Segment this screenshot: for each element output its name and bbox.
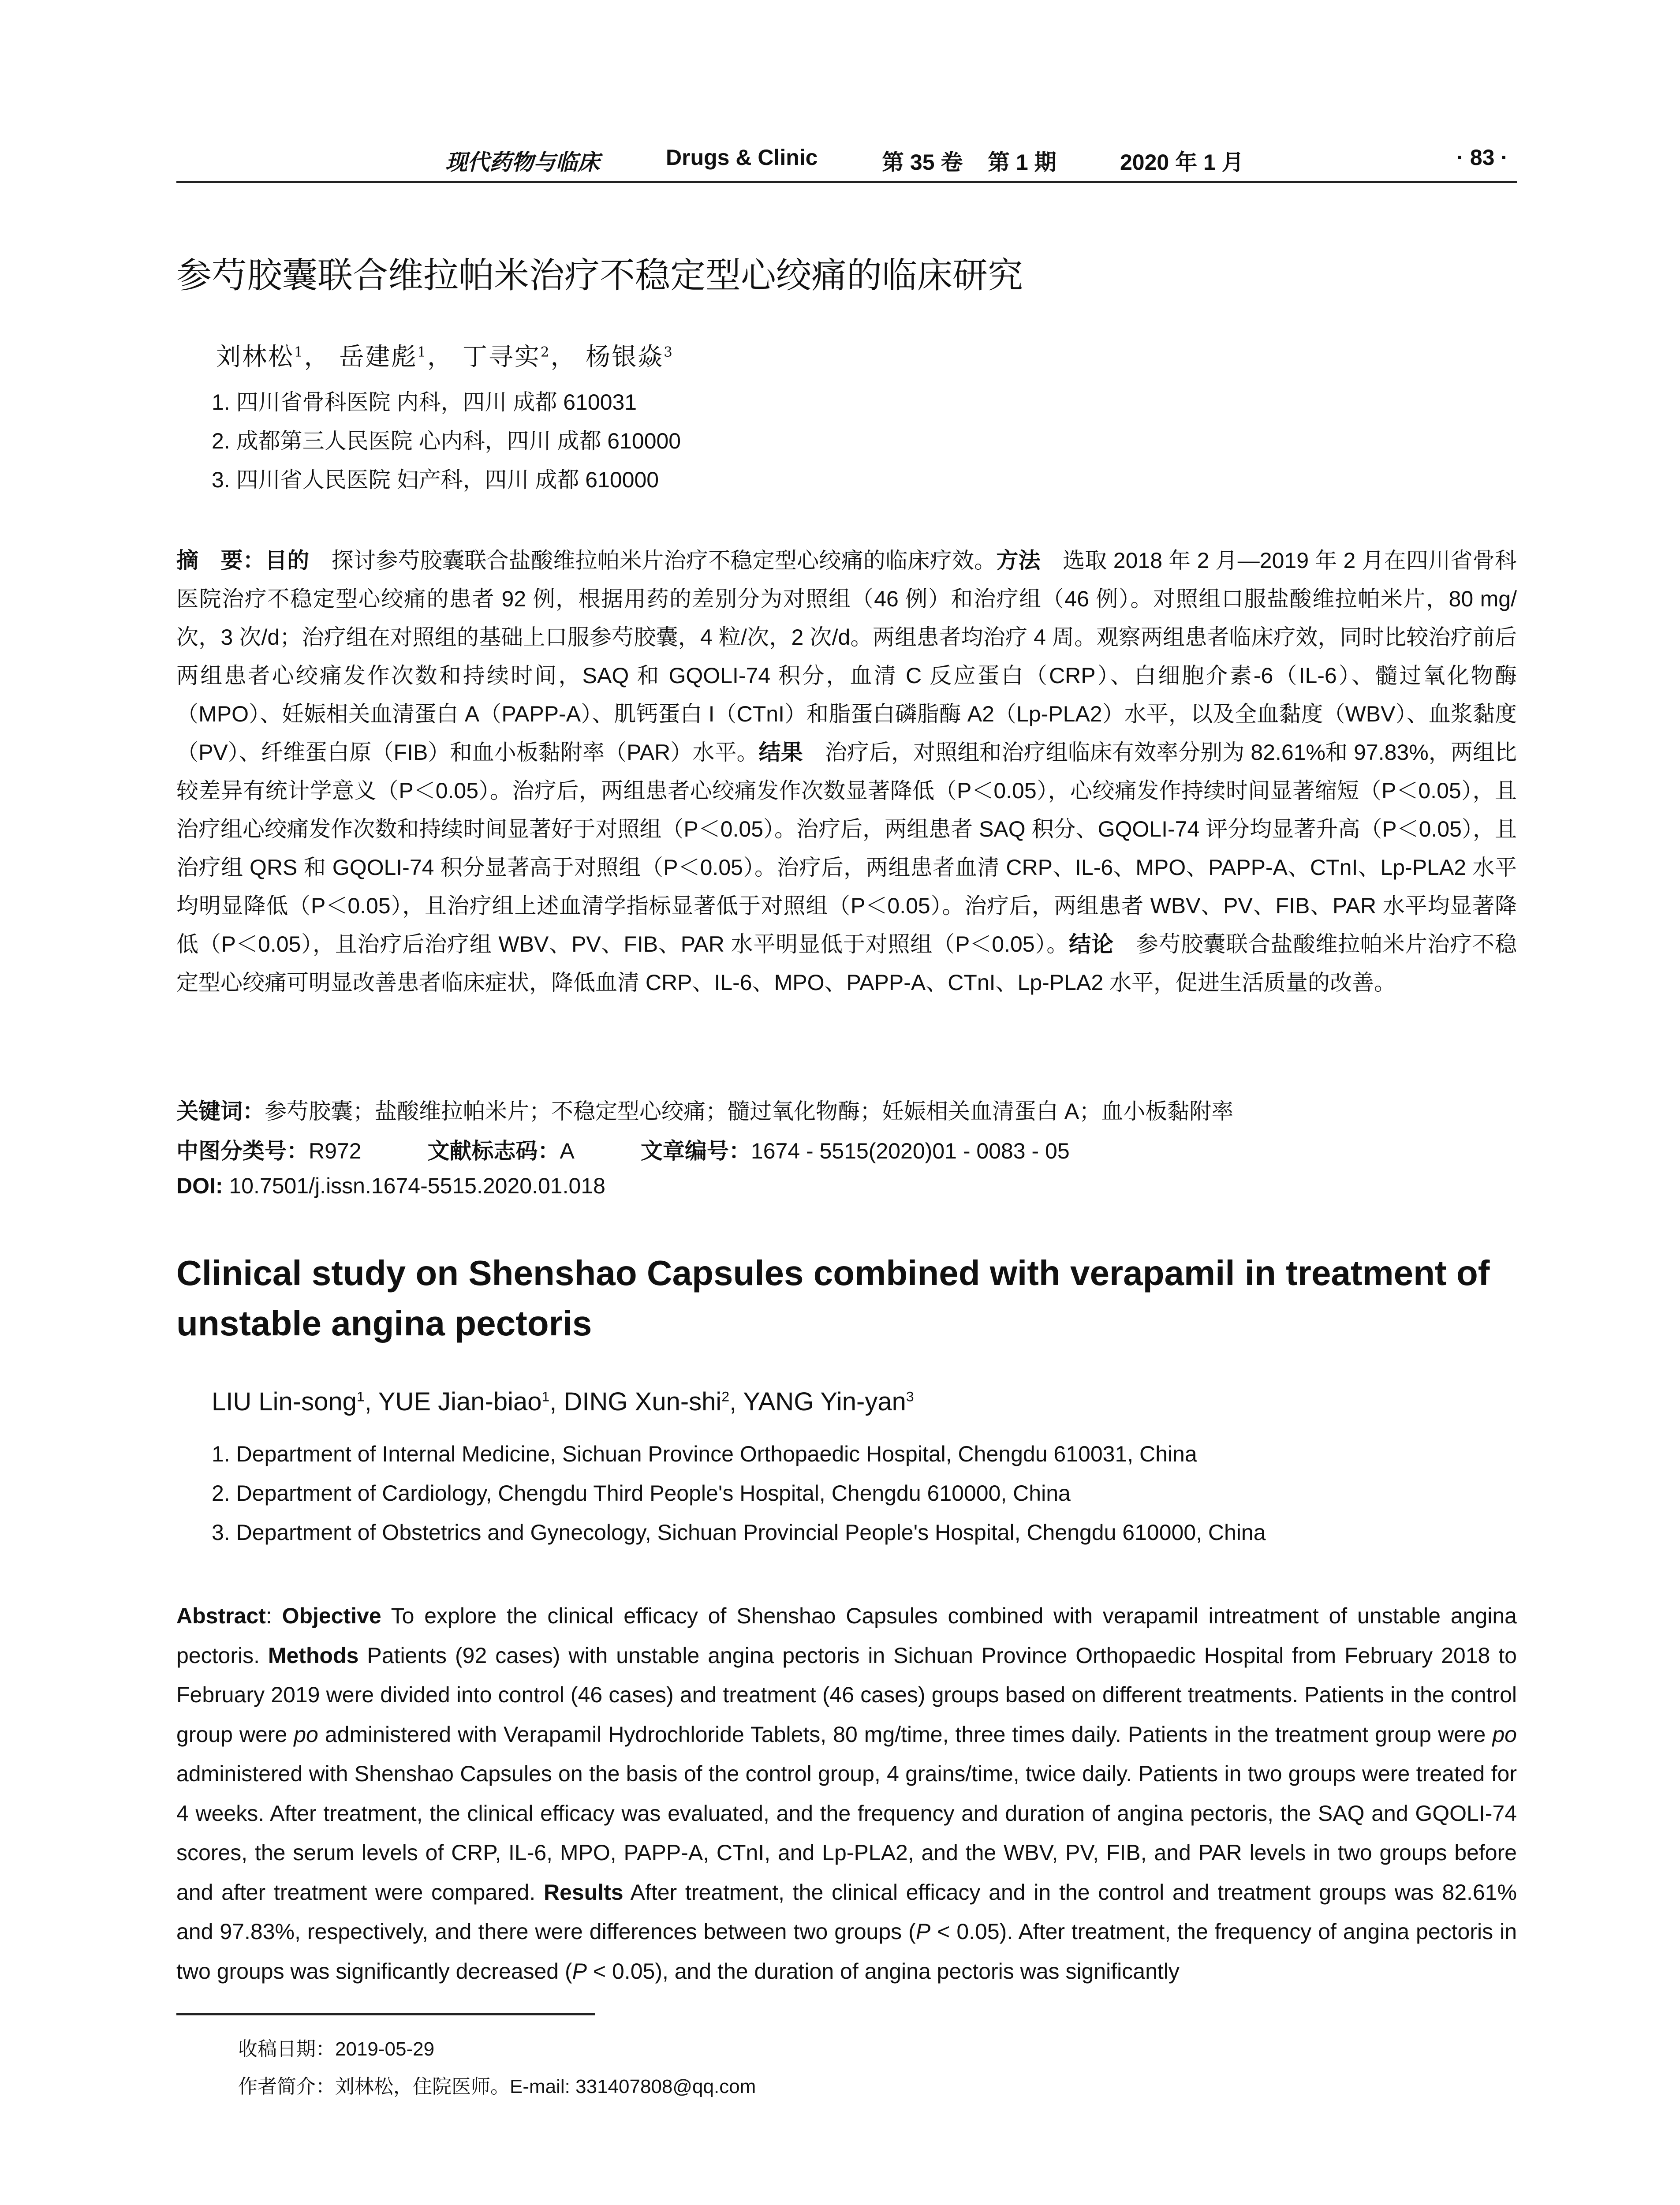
abstract-label: Abstract	[176, 1603, 266, 1628]
author-affiliation-mark: 1	[417, 344, 428, 360]
article-no-label: 文章编号：	[640, 1139, 751, 1163]
results-text: After treatment, the clinical efficacy and in the control and treatment groups was 82.61% and 97.83%, respectively, and there were differences between two groups (	[176, 1880, 1517, 1944]
results-label: 结果	[758, 740, 803, 765]
author-name: DING Xun-shi	[564, 1387, 722, 1416]
journal-name-cn: 现代药物与临床	[445, 150, 600, 175]
author-name: YUE Jian-biao	[378, 1387, 542, 1416]
doc-code-value: A	[560, 1139, 575, 1163]
conclusion-label: 结论	[1069, 932, 1114, 957]
keywords-text: 参芍胶囊；盐酸维拉帕米片；不稳定型心绞痛；髓过氧化物酶；妊娠相关血清蛋白 A；血小板黏附率	[265, 1099, 1234, 1124]
affiliation-en: 2. Department of Cardiology, Chengdu Third People's Hospital, Chengdu 610000, China	[212, 1481, 1071, 1506]
methods-label: Methods	[268, 1643, 359, 1668]
conclusion-text: 参芍胶囊联合盐酸维拉帕米片治疗不稳定型心绞痛可明显改善患者临床症状，降低血清 CRP、IL-6、MPO、PAPP-A、CTnI、Lp-PLA2 水平，促进生活质量的改善。	[176, 932, 1517, 995]
page-number: · 83 ·	[1456, 145, 1508, 170]
author-name: 刘林松	[216, 343, 294, 371]
author-separator: ,	[549, 1387, 564, 1416]
affiliation-cn: 2. 成都第三人民医院 心内科，四川 成都 610000	[212, 429, 681, 453]
author-separator: ，	[427, 343, 454, 371]
abstract-label: 摘 要：	[176, 548, 265, 573]
results-label: Results	[544, 1880, 623, 1905]
issue-number: 第 1 期	[988, 150, 1057, 175]
affiliation-en: 3. Department of Obstetrics and Gynecology, Sichuan Provincial People's Hospital, Chengdu 610000, China	[212, 1520, 1266, 1545]
p-value-symbol: P	[572, 1958, 587, 1984]
author-name: 丁寻实	[462, 343, 541, 371]
author-separator: ，	[550, 343, 577, 371]
author-separator: ,	[364, 1387, 378, 1416]
objective-text: To explore the clinical efficacy of Shenshao Capsules combined with verapamil intreatment of unstable angina pectoris.	[176, 1603, 1517, 1668]
author-list-en	[212, 1387, 914, 1416]
author-list-cn	[216, 337, 674, 373]
abstract-en: Abstract: Objective To explore the clinical efficacy of Shenshao Capsules combined with verapamil intreatment of unstable angina pectoris. Methods Patients (92 cases) with unstable angina pectoris in Sichuan Province Orthopaedic Hospital from February 2018 to February 2019 were divided into control (46 cases) and treatment (46 cases) groups based on different treatments. Patients in the control group were po administered with Verapamil Hydrochloride Tablets, 80 mg/time, three times daily. Patients in the treatment group were po administered with Shenshao Capsules on the basis of the control group, 4 grains/time, twice daily. Patients in two groups were treated for 4 weeks. After treatment, the clinical efficacy was evaluated, and the frequency and duration of angina pectoris, the SAQ and GQOLI-74 scores, the serum levels of CRP, IL-6, MPO, PAPP-A, CTnI, and Lp-PLA2, and the WBV, PV, FIB, and PAR levels in two groups before and after treatment were compared. Results After treatment, the clinical efficacy and in the control and treatment groups was 82.61% and 97.83%, respectively, and there were differences between two groups (P < 0.05). After treatment, the frequency of angina pectoris in two groups was significantly decreased (P < 0.05), and the duration of angina pectoris was significantly	[176, 1603, 1517, 1984]
received-date: 收稿日期：2019-05-29	[238, 2038, 435, 2060]
keywords-cn	[176, 1094, 1233, 1125]
objective-label: Objective	[282, 1603, 381, 1628]
author-name: 杨银焱	[586, 343, 664, 371]
author-affiliation-mark: 1	[356, 1388, 365, 1405]
affiliation-cn: 1. 四川省骨科医院 内科，四川 成都 610031	[212, 390, 637, 415]
doi-value: 10.7501/j.issn.1674-5515.2020.01.018	[223, 1174, 605, 1198]
classification-line	[176, 1133, 1070, 1165]
route-abbrev: po	[294, 1722, 318, 1747]
author-affiliation-mark: 2	[721, 1388, 730, 1405]
author-affiliation-mark: 3	[906, 1388, 914, 1405]
author-name: LIU Lin-song	[212, 1387, 357, 1416]
route-abbrev: po	[1492, 1722, 1517, 1747]
footnote-divider	[176, 2013, 595, 2015]
methods-text: administered with Shenshao Capsules on the basis of the control group, 4 grains/time, twice daily. Patients in two groups were treated for 4 weeks. After treatment, the clinical efficacy was evaluated, and the frequency and duration of angina pectoris, the SAQ and GQOLI-74 scores, the serum levels of CRP, IL-6, MPO, PAPP-A, CTnI, and Lp-PLA2, and the WBV, PV, FIB, and PAR levels in two groups before and after treatment were compared.	[176, 1761, 1517, 1905]
journal-name-en: Drugs & Clinic	[666, 145, 818, 170]
doc-code-label: 文献标志码：	[427, 1139, 560, 1163]
author-affiliation-mark: 2	[540, 344, 551, 360]
results-text: < 0.05), and the duration of angina pectoris was significantly	[587, 1958, 1180, 1984]
running-header	[176, 140, 1517, 183]
methods-label: 方法	[996, 548, 1041, 573]
author-name: YANG Yin-yan	[743, 1387, 906, 1416]
author-name: 岳建彪	[339, 343, 418, 371]
results-text: 治疗后，对照组和治疗组临床有效率分别为 82.61%和 97.83%，两组比较差异有统计学意义（P＜0.05）。治疗后，两组患者心绞痛发作次数显著降低（P＜0.05），心绞痛发作持续时间显著缩短（P＜0.05），且治疗组心绞痛发作次数和持续时间显著好于对照组（P＜0.05）。治疗后，两组患者 SAQ 积分、GQOLI-74 评分均显著升高（P＜0.05），且治疗组 QRS 和 GQOLI-74 积分显著高于对照组（P＜0.05）。治疗后，两组患者血清 CRP、IL-6、MPO、PAPP-A、CTnI、Lp-PLA2 水平均明显降低（P＜0.05），且治疗组上述血清学指标显著低于对照组（P＜0.05）。治疗后，两组患者 WBV、PV、FIB、PAR 水平均显著降低（P＜0.05），且治疗后治疗组 WBV、PV、FIB、PAR 水平明显低于对照组（P＜0.05）。	[176, 740, 1517, 957]
objective-text: 探讨参芍胶囊联合盐酸维拉帕米片治疗不稳定型心绞痛的临床疗效。	[309, 548, 997, 573]
affiliation-en: 1. Department of Internal Medicine, Sichuan Province Orthopaedic Hospital, Chengdu 610031, China	[212, 1442, 1197, 1466]
clc-label: 中图分类号：	[176, 1139, 309, 1163]
methods-text: administered with Verapamil Hydrochloride Tablets, 80 mg/time, three times daily. Patients in the treatment group were	[318, 1722, 1493, 1747]
issue-date: 2020 年 1 月	[1120, 150, 1244, 175]
author-affiliation-mark: 3	[664, 344, 674, 360]
article-no-value: 1674 - 5515(2020)01 - 0083 - 05	[750, 1139, 1070, 1163]
clc-value: R972	[309, 1139, 362, 1163]
author-separator: ,	[729, 1387, 743, 1416]
methods-text: Patients (92 cases) with unstable angina pectoris in Sichuan Province Orthopaedic Hospital from February 2018 to February 2019 were divided into control (46 cases) and treatment (46 cases) groups based on different treatments. Patients in the control group were	[176, 1643, 1517, 1747]
author-introduction: 作者简介：刘林松，住院医师。E-mail: 331407808@qq.com	[238, 2076, 756, 2097]
methods-text: 选取 2018 年 2 月—2019 年 2 月在四川省骨科医院治疗不稳定型心绞痛的患者 92 例，根据用药的差别分为对照组（46 例）和治疗组（46 例）。对照组口服盐酸维拉帕米片，80 mg/次，3 次/d；治疗组在对照组的基础上口服参芍胶囊，4 粒/次，2 次/d。两组患者均治疗 4 周。观察两组患者临床疗效，同时比较治疗前后两组患者心绞痛发作次数和持续时间，SAQ 和 GQOLI-74 积分，血清 C 反应蛋白（CRP）、白细胞介素-6（IL-6）、髓过氧化物酶（MPO）、妊娠相关血清蛋白 A（PAPP-A）、肌钙蛋白 I（CTnI）和脂蛋白磷脂酶 A2（Lp-PLA2）水平，以及全血黏度（WBV）、血浆黏度（PV）、纤维蛋白原（FIB）和血小板黏附率（PAR）水平。	[176, 548, 1517, 765]
author-separator: ，	[304, 343, 330, 371]
results-text: < 0.05). After treatment, the frequency of angina pectoris in two groups was significantly decreased (	[176, 1919, 1517, 1984]
keywords-label: 关键词：	[176, 1099, 265, 1124]
volume-number: 第 35 卷	[882, 150, 963, 175]
affiliation-cn: 3. 四川省人民医院 妇产科，四川 成都 610000	[212, 467, 659, 492]
doi-line	[176, 1173, 605, 1199]
doi-label: DOI:	[176, 1174, 223, 1198]
abstract-cn	[176, 542, 1517, 1002]
p-value-symbol: P	[915, 1919, 931, 1944]
objective-label: 目的	[265, 548, 310, 573]
article-title-en: Clinical study on Shenshao Capsules combined with verapamil in treatment of unstable angina pectoris	[176, 1253, 1490, 1343]
author-affiliation-mark: 1	[541, 1388, 550, 1405]
author-affiliation-mark: 1	[294, 344, 304, 360]
article-title-cn: 参芍胶囊联合维拉帕米治疗不稳定型心绞痛的临床研究	[176, 255, 1023, 296]
